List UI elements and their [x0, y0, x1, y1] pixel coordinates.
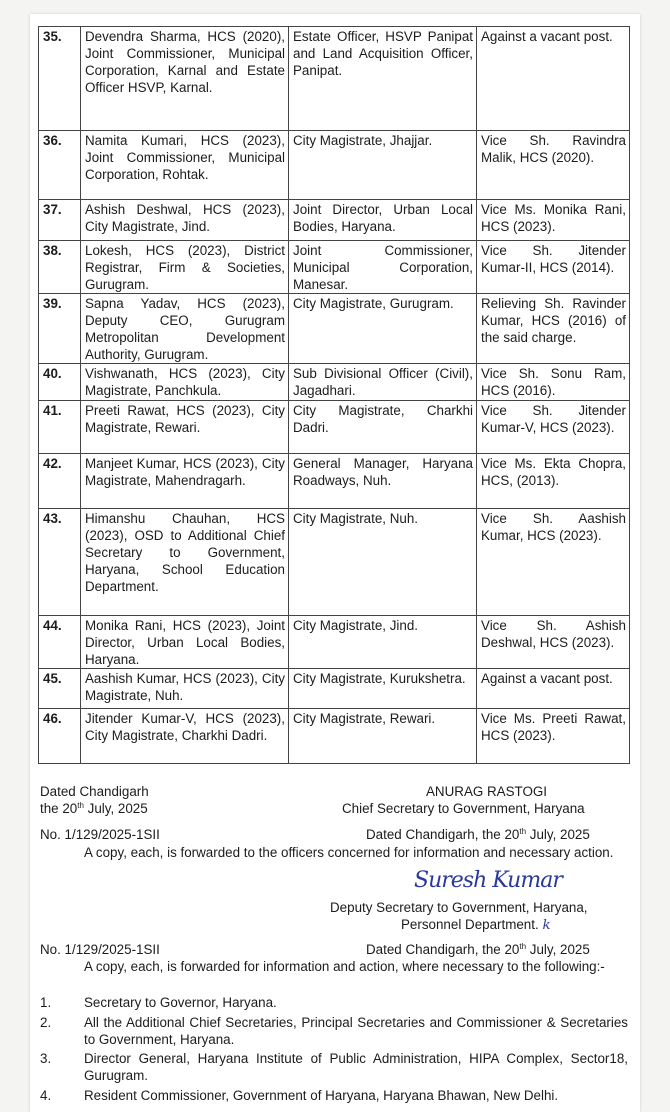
list-item: All the Additional Chief Secretaries, Principal Secretaries and Commissioner & Secretaries to Government, Haryana.	[84, 1015, 628, 1047]
new-posting: Sub Divisional Officer (Civil), Jagadhari.	[289, 364, 477, 401]
officer-name-current-post: Sapna Yadav, HCS (2023), Deputy CEO, Gurugram Metropolitan Development Authority, Gurugram.	[81, 294, 289, 364]
list-item-number: 4.	[40, 1088, 52, 1103]
vice-remarks: Vice Sh. Aashish Kumar, HCS (2023).	[477, 509, 630, 616]
officer-name-current-post: Vishwanath, HCS (2023), City Magistrate, Panchkula.	[81, 364, 289, 401]
serial-number: 45.	[39, 669, 81, 709]
vice-remarks: Vice Ms. Monika Rani, HCS (2023).	[477, 200, 630, 241]
memo-date: Dated Chandigarh, the 20th July, 2025	[366, 827, 590, 842]
memo-forward-text: A copy, each, is forwarded to the officers concerned for information and necessary action.	[84, 845, 614, 860]
new-posting: Joint Commissioner, Municipal Corporation, Manesar.	[289, 241, 477, 294]
officer-name-current-post: Preeti Rawat, HCS (2023), City Magistrate, Rewari.	[81, 401, 289, 454]
list-item: Secretary to Governor, Haryana.	[84, 995, 277, 1010]
vice-remarks: Against a vacant post.	[477, 669, 630, 709]
transfer-table	[38, 26, 630, 764]
list-item: Director General, Haryana Institute of Public Administration, HIPA Complex, Sector18, Gurugram.	[84, 1051, 628, 1083]
officer-name-current-post: Manjeet Kumar, HCS (2023), City Magistrate, Mahendragarh.	[81, 454, 289, 509]
officer-name-current-post: Ashish Deshwal, HCS (2023), City Magistrate, Jind.	[81, 200, 289, 241]
officer-name-current-post: Himanshu Chauhan, HCS (2023), OSD to Additional Chief Secretary to Government, Haryana, School Education Department.	[81, 509, 289, 616]
vice-remarks: Vice Sh. Jitender Kumar-II, HCS (2014).	[477, 241, 630, 294]
table-row	[39, 454, 630, 509]
serial-number: 40.	[39, 364, 81, 401]
new-posting: City Magistrate, Rewari.	[289, 709, 477, 764]
serial-number: 39.	[39, 294, 81, 364]
serial-number: 38.	[39, 241, 81, 294]
table-row	[39, 27, 630, 131]
signature: Suresh Kumar	[414, 868, 562, 893]
serial-number: 36.	[39, 131, 81, 200]
serial-number: 35.	[39, 27, 81, 131]
list-item: Resident Commissioner, Government of Haryana, Haryana Bhawan, New Delhi.	[84, 1088, 559, 1103]
initial-mark: k	[542, 918, 551, 933]
table-row	[39, 241, 630, 294]
serial-number: 42.	[39, 454, 81, 509]
memo-number: No. 1/129/2025-1SII	[40, 827, 160, 842]
document-page	[30, 14, 640, 1112]
table-row	[39, 200, 630, 241]
table-row	[39, 364, 630, 401]
vice-remarks: Vice Sh. Ashish Deshwal, HCS (2023).	[477, 616, 630, 669]
vice-remarks: Vice Sh. Ravindra Malik, HCS (2020).	[477, 131, 630, 200]
serial-number: 44.	[39, 616, 81, 669]
vice-remarks: Vice Ms. Ekta Chopra, HCS, (2013).	[477, 454, 630, 509]
new-posting: Estate Officer, HSVP Panipat and Land Acquisition Officer, Panipat.	[289, 27, 477, 131]
memo-date: Dated Chandigarh, the 20th July, 2025	[366, 942, 590, 957]
officer-name-current-post: Devendra Sharma, HCS (2020), Joint Commissioner, Municipal Corporation, Karnal and Estate Officer HSVP, Karnal.	[81, 27, 289, 131]
vice-remarks: Relieving Sh. Ravinder Kumar, HCS (2016) of the said charge.	[477, 294, 630, 364]
memo-number: No. 1/129/2025-1SII	[40, 942, 160, 957]
officer-name-current-post: Namita Kumari, HCS (2023), Joint Commissioner, Municipal Corporation, Rohtak.	[81, 131, 289, 200]
table-row	[39, 616, 630, 669]
serial-number: 41.	[39, 401, 81, 454]
table-row	[39, 709, 630, 764]
officer-name-current-post: Aashish Kumar, HCS (2023), City Magistrate, Nuh.	[81, 669, 289, 709]
new-posting: City Magistrate, Jhajjar.	[289, 131, 477, 200]
vice-remarks: Vice Sh. Sonu Ram, HCS (2016).	[477, 364, 630, 401]
table-row	[39, 131, 630, 200]
list-item-number: 2.	[40, 1015, 52, 1030]
vice-remarks: Vice Sh. Jitender Kumar-V, HCS (2023).	[477, 401, 630, 454]
officer-name-current-post: Jitender Kumar-V, HCS (2023), City Magistrate, Charkhi Dadri.	[81, 709, 289, 764]
new-posting: City Magistrate, Charkhi Dadri.	[289, 401, 477, 454]
signatory-title: Chief Secretary to Government, Haryana	[342, 801, 585, 816]
serial-number: 37.	[39, 200, 81, 241]
officer-name-current-post: Lokesh, HCS (2023), District Registrar, Firm & Societies, Gurugram.	[81, 241, 289, 294]
dated-place: Dated Chandigarh	[40, 784, 149, 799]
new-posting: City Magistrate, Jind.	[289, 616, 477, 669]
officer-name-current-post: Monika Rani, HCS (2023), Joint Director, Urban Local Bodies, Haryana.	[81, 616, 289, 669]
table-row	[39, 294, 630, 364]
deputy-department: Personnel Department. k	[401, 917, 551, 933]
new-posting: General Manager, Haryana Roadways, Nuh.	[289, 454, 477, 509]
memo-forward-text: A copy, each, is forwarded for information and action, where necessary to the following:-	[84, 959, 605, 974]
table-row	[39, 401, 630, 454]
new-posting: City Magistrate, Nuh.	[289, 509, 477, 616]
dated-line: the 20th July, 2025	[40, 801, 148, 816]
serial-number: 46.	[39, 709, 81, 764]
list-item-number: 3.	[40, 1051, 52, 1066]
deputy-secretary-title: Deputy Secretary to Government, Haryana,	[330, 900, 588, 915]
new-posting: Joint Director, Urban Local Bodies, Haryana.	[289, 200, 477, 241]
new-posting: City Magistrate, Gurugram.	[289, 294, 477, 364]
new-posting: City Magistrate, Kurukshetra.	[289, 669, 477, 709]
table-row	[39, 509, 630, 616]
table-row	[39, 669, 630, 709]
signatory-name: ANURAG RASTOGI	[426, 784, 548, 799]
serial-number: 43.	[39, 509, 81, 616]
list-item-number: 1.	[40, 995, 52, 1010]
vice-remarks: Vice Ms. Preeti Rawat, HCS (2023).	[477, 709, 630, 764]
vice-remarks: Against a vacant post.	[477, 27, 630, 131]
